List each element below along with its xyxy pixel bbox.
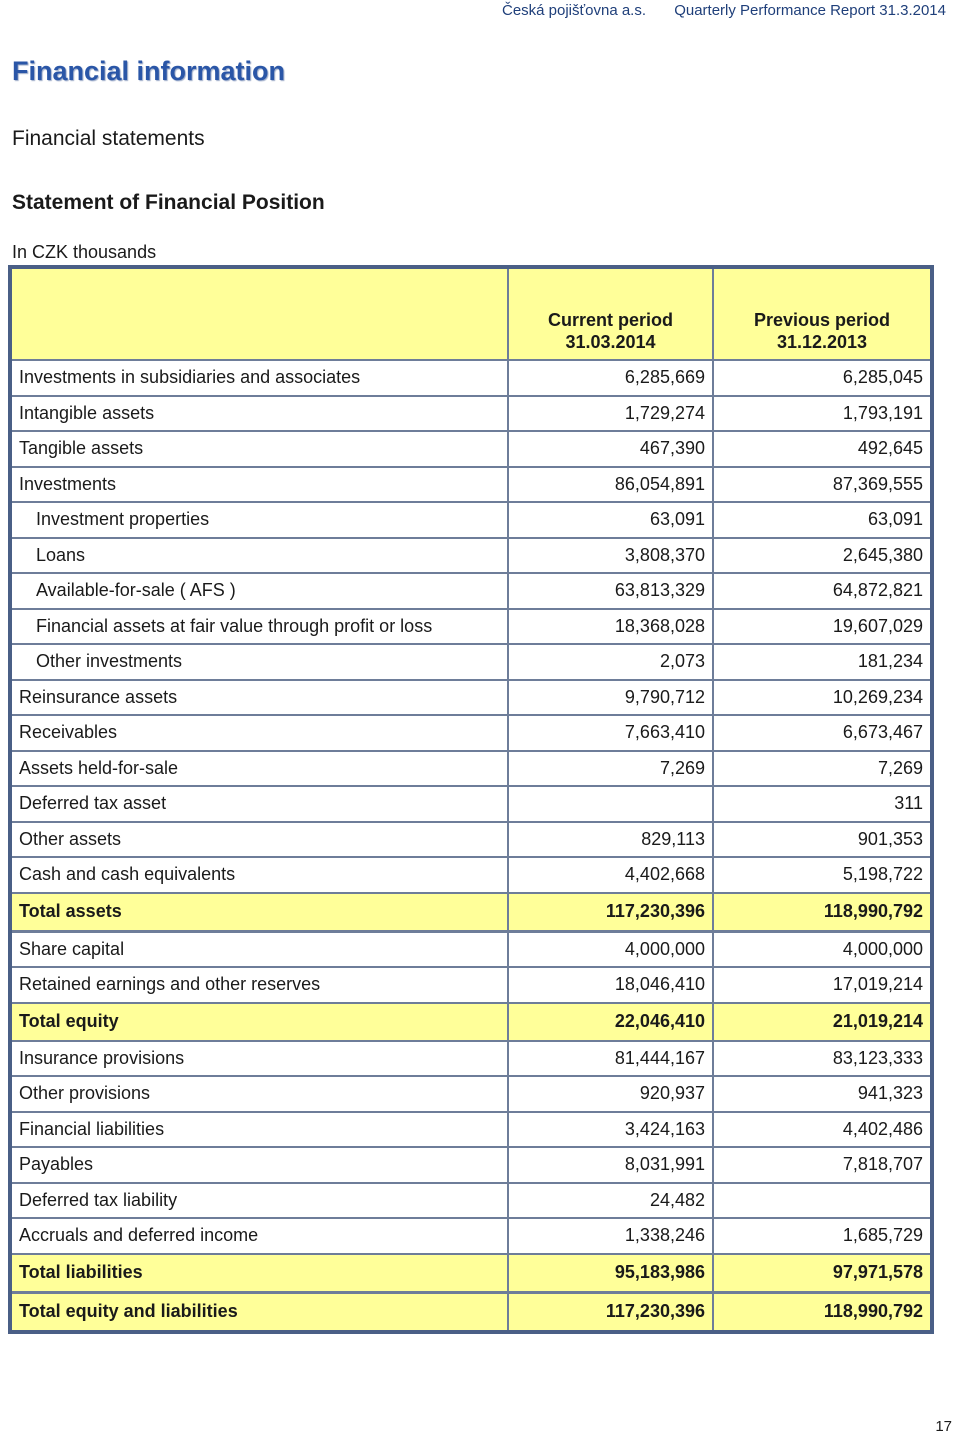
- row-label: Deferred tax asset: [10, 786, 508, 822]
- table-row: [10, 786, 932, 822]
- current-period-date: 31.03.2014: [565, 332, 656, 352]
- row-current-value: 22,046,410: [508, 1003, 713, 1041]
- header-current-period: [508, 267, 713, 360]
- row-label: Insurance provisions: [10, 1041, 508, 1077]
- table-row: [10, 360, 932, 396]
- row-previous-value: 4,402,486: [713, 1112, 932, 1148]
- table-header-row: [10, 267, 932, 360]
- table-row: [10, 1183, 932, 1219]
- row-label: Retained earnings and other reserves: [10, 967, 508, 1003]
- row-current-value: 24,482: [508, 1183, 713, 1219]
- row-previous-value: 7,269: [713, 751, 932, 787]
- row-previous-value: 4,000,000: [713, 931, 932, 967]
- table-row: [10, 1218, 932, 1254]
- table-row: [10, 1076, 932, 1112]
- row-previous-value: 118,990,792: [713, 1292, 932, 1332]
- row-current-value: 95,183,986: [508, 1254, 713, 1293]
- row-label: Total equity and liabilities: [10, 1292, 508, 1332]
- row-current-value: 4,402,668: [508, 857, 713, 893]
- row-previous-value: 6,673,467: [713, 715, 932, 751]
- table-row: [10, 431, 932, 467]
- row-previous-value: 10,269,234: [713, 680, 932, 716]
- row-label: Share capital: [10, 931, 508, 967]
- row-current-value: 1,729,274: [508, 396, 713, 432]
- row-previous-value: 941,323: [713, 1076, 932, 1112]
- table-row: [10, 715, 932, 751]
- row-current-value: 86,054,891: [508, 467, 713, 503]
- report-name: Quarterly Performance Report 31.3.2014: [674, 2, 946, 19]
- row-label: Total assets: [10, 893, 508, 932]
- row-current-value: 9,790,712: [508, 680, 713, 716]
- row-label: Available-for-sale ( AFS ): [10, 573, 508, 609]
- row-current-value: 4,000,000: [508, 931, 713, 967]
- table-row: [10, 467, 932, 503]
- table-row: [10, 751, 932, 787]
- row-previous-value: 118,990,792: [713, 893, 932, 932]
- row-label: Investments in subsidiaries and associates: [10, 360, 508, 396]
- row-label: Other assets: [10, 822, 508, 858]
- previous-period-date: 31.12.2013: [776, 332, 868, 352]
- row-previous-value: 1,793,191: [713, 396, 932, 432]
- row-label: Intangible assets: [10, 396, 508, 432]
- row-current-value: 467,390: [508, 431, 713, 467]
- row-label: Financial assets at fair value through profit or loss: [10, 609, 508, 645]
- table-row: [10, 1147, 932, 1183]
- statement-title: Statement of Financial Position: [12, 191, 325, 214]
- total-row: [10, 1292, 932, 1332]
- total-row: [10, 1003, 932, 1041]
- table-row: [10, 680, 932, 716]
- row-label: Financial liabilities: [10, 1112, 508, 1148]
- row-current-value: 18,368,028: [508, 609, 713, 645]
- row-current-value: 8,031,991: [508, 1147, 713, 1183]
- company-name: Česká pojišťovna a.s.: [501, 2, 647, 19]
- row-current-value: 3,808,370: [508, 538, 713, 574]
- table-row: [10, 1041, 932, 1077]
- total-row: [10, 893, 932, 932]
- row-current-value: 18,046,410: [508, 967, 713, 1003]
- row-current-value: 920,937: [508, 1076, 713, 1112]
- row-current-value: 1,338,246: [508, 1218, 713, 1254]
- row-current-value: 6,285,669: [508, 360, 713, 396]
- row-label: Investments: [10, 467, 508, 503]
- row-previous-value: 21,019,214: [713, 1003, 932, 1041]
- row-label: Total equity: [10, 1003, 508, 1041]
- row-previous-value: 5,198,722: [713, 857, 932, 893]
- row-label: Total liabilities: [10, 1254, 508, 1293]
- current-period-label: Current period: [547, 310, 673, 330]
- page-title: Financial information: [12, 56, 286, 86]
- units-note: In CZK thousands: [12, 242, 157, 262]
- row-current-value: 829,113: [508, 822, 713, 858]
- table-row: [10, 573, 932, 609]
- financial-position-table: [8, 265, 934, 1334]
- table-row: [10, 502, 932, 538]
- total-row: [10, 1254, 932, 1293]
- row-current-value: 2,073: [508, 644, 713, 680]
- table-row: [10, 857, 932, 893]
- row-previous-value: 492,645: [713, 431, 932, 467]
- row-previous-value: 64,872,821: [713, 573, 932, 609]
- row-previous-value: 311: [713, 786, 932, 822]
- row-previous-value: 901,353: [713, 822, 932, 858]
- row-previous-value: 181,234: [713, 644, 932, 680]
- page-number: 17: [935, 1418, 952, 1435]
- row-label: Other provisions: [10, 1076, 508, 1112]
- table-row: [10, 822, 932, 858]
- table-row: [10, 1112, 932, 1148]
- row-previous-value: 63,091: [713, 502, 932, 538]
- previous-period-label: Previous period: [753, 310, 891, 330]
- row-previous-value: 17,019,214: [713, 967, 932, 1003]
- row-current-value: 63,091: [508, 502, 713, 538]
- page-header: [502, 2, 946, 19]
- row-previous-value: 87,369,555: [713, 467, 932, 503]
- row-current-value: 63,813,329: [508, 573, 713, 609]
- row-previous-value: 1,685,729: [713, 1218, 932, 1254]
- row-label: Loans: [10, 538, 508, 574]
- row-current-value: 81,444,167: [508, 1041, 713, 1077]
- section-subtitle: Financial statements: [12, 127, 205, 150]
- row-label: Receivables: [10, 715, 508, 751]
- table-row: [10, 931, 932, 967]
- row-label: Accruals and deferred income: [10, 1218, 508, 1254]
- row-current-value: 7,663,410: [508, 715, 713, 751]
- row-current-value: [508, 786, 713, 822]
- table-row: [10, 967, 932, 1003]
- row-previous-value: 83,123,333: [713, 1041, 932, 1077]
- row-previous-value: 97,971,578: [713, 1254, 932, 1293]
- row-current-value: 3,424,163: [508, 1112, 713, 1148]
- table-row: [10, 609, 932, 645]
- row-label: Other investments: [10, 644, 508, 680]
- table-row: [10, 538, 932, 574]
- row-previous-value: 2,645,380: [713, 538, 932, 574]
- row-previous-value: 7,818,707: [713, 1147, 932, 1183]
- row-current-value: 117,230,396: [508, 1292, 713, 1332]
- row-label: Deferred tax liability: [10, 1183, 508, 1219]
- row-current-value: 7,269: [508, 751, 713, 787]
- table-row: [10, 644, 932, 680]
- row-current-value: 117,230,396: [508, 893, 713, 932]
- table-row: [10, 396, 932, 432]
- row-previous-value: 6,285,045: [713, 360, 932, 396]
- row-previous-value: 19,607,029: [713, 609, 932, 645]
- row-label: Cash and cash equivalents: [10, 857, 508, 893]
- row-label: Assets held-for-sale: [10, 751, 508, 787]
- row-label: Reinsurance assets: [10, 680, 508, 716]
- header-previous-period: [713, 267, 932, 360]
- row-label: Tangible assets: [10, 431, 508, 467]
- row-label: Investment properties: [10, 502, 508, 538]
- header-blank-cell: [10, 267, 508, 360]
- row-label: Payables: [10, 1147, 508, 1183]
- row-previous-value: [713, 1183, 932, 1219]
